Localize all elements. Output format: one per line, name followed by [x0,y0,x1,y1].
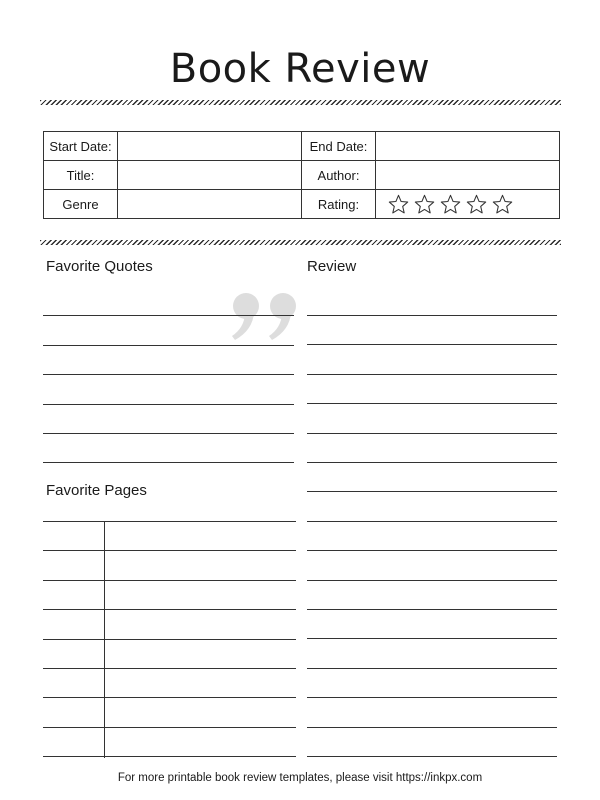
middle-divider [40,240,561,245]
author-field[interactable] [376,161,560,190]
genre-label: Genre [44,190,118,219]
end-date-field[interactable] [376,132,560,161]
title-field[interactable] [118,161,302,190]
footer-note: For more printable book review templates, please visit https://inkpx.com [117,772,483,784]
review-writing-line[interactable] [307,756,557,757]
quote-writing-line[interactable] [43,433,294,434]
quote-mark-icon [228,270,308,350]
favorite-pages-row-line[interactable] [43,697,296,698]
favorite-pages-row-line[interactable] [43,609,296,610]
review-writing-line[interactable] [307,315,557,316]
title-label: Title: [44,161,118,190]
review-writing-line[interactable] [307,668,557,669]
star-outline-icon[interactable] [414,194,435,215]
genre-field[interactable] [118,190,302,219]
start-date-label: Start Date: [44,132,118,161]
page-title: Book Review [169,46,431,92]
star-outline-icon[interactable] [466,194,487,215]
star-outline-icon[interactable] [492,194,513,215]
author-label: Author: [302,161,376,190]
favorite-pages-row-line[interactable] [43,668,296,669]
review-writing-line[interactable] [307,491,557,492]
review-writing-line[interactable] [307,433,557,434]
review-writing-line[interactable] [307,521,557,522]
favorite-pages-row-line[interactable] [43,521,296,522]
rating-stars[interactable] [376,190,560,219]
end-date-label: End Date: [302,132,376,161]
book-info-table [43,131,560,219]
review-writing-line[interactable] [307,638,557,639]
review-writing-line[interactable] [307,403,557,404]
quote-writing-line[interactable] [43,345,294,346]
quote-writing-line[interactable] [43,462,294,463]
favorite-pages-row-line[interactable] [43,550,296,551]
review-writing-line[interactable] [307,344,557,345]
review-writing-line[interactable] [307,550,557,551]
quote-writing-line[interactable] [43,315,294,316]
review-heading: Review [307,258,357,275]
quote-writing-line[interactable] [43,374,294,375]
quote-writing-line[interactable] [43,404,294,405]
review-writing-line[interactable] [307,609,557,610]
favorite-pages-row-line[interactable] [43,639,296,640]
review-writing-line[interactable] [307,697,557,698]
star-outline-icon[interactable] [388,194,409,215]
review-writing-line[interactable] [307,374,557,375]
favorite-pages-row-line[interactable] [43,580,296,581]
rating-label: Rating: [302,190,376,219]
favorite-pages-row-line[interactable] [43,727,296,728]
favorite-pages-heading: Favorite Pages [46,482,147,499]
star-outline-icon[interactable] [440,194,461,215]
favorite-pages-column-divider [104,521,105,758]
favorite-quotes-heading: Favorite Quotes [46,258,153,275]
favorite-pages-row-line[interactable] [43,756,296,757]
top-divider [40,100,561,105]
review-writing-line[interactable] [307,462,557,463]
review-writing-line[interactable] [307,727,557,728]
review-writing-line[interactable] [307,580,557,581]
start-date-field[interactable] [118,132,302,161]
